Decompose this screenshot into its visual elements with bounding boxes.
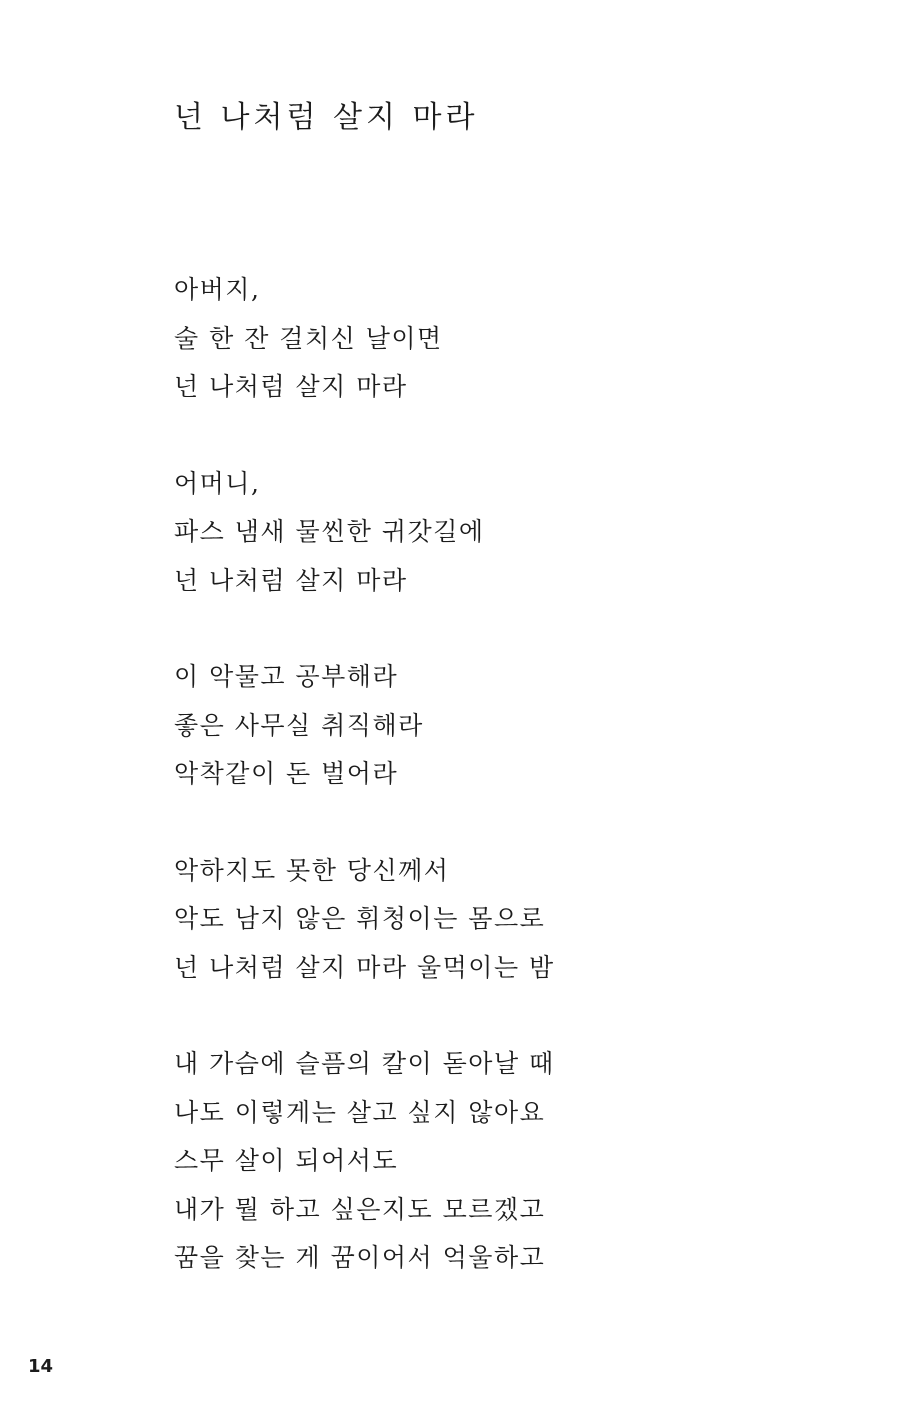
poem-line: 넌 나처럼 살지 마라 (174, 372, 408, 401)
poem-line: 아버지, (174, 275, 261, 304)
stanza-4 (174, 847, 874, 993)
poem-line: 이 악물고 공부해라 (174, 662, 399, 691)
poem-line: 악착같이 돈 벌어라 (174, 759, 399, 788)
poem-line: 스무 살이 되어서도 (174, 1146, 399, 1175)
poem-line: 악하지도 못한 당신께서 (174, 855, 450, 885)
stanza-5 (174, 1040, 874, 1283)
poem-body (174, 266, 874, 1331)
poem-line: 악도 남지 않은 휘청이는 몸으로 (174, 904, 546, 933)
poem-line: 꿈을 찾는 게 꿈이어서 억울하고 (174, 1243, 546, 1272)
page-number: 14 (28, 1356, 54, 1377)
stanza-2 (174, 460, 874, 606)
poem-line: 좋은 사무실 취직해라 (174, 710, 424, 740)
poem-line: 술 한 잔 걸치신 날이면 (174, 323, 443, 353)
stanza-3 (174, 653, 874, 799)
stanza-1 (174, 266, 874, 412)
poem-title: 넌 나처럼 살지 마라 (174, 100, 479, 135)
poem-line: 넌 나처럼 살지 마라 울먹이는 밤 (174, 952, 555, 982)
poem-line: 어머니, (174, 468, 261, 498)
poem-line: 내 가슴에 슬픔의 칼이 돋아날 때 (174, 1049, 555, 1078)
poem-line: 나도 이렇게는 살고 싶지 않아요 (174, 1097, 546, 1127)
poem-line: 넌 나처럼 살지 마라 (174, 565, 408, 595)
poem-line: 내가 뭘 하고 싶은지도 모르겠고 (174, 1194, 546, 1224)
poem-line: 파스 냄새 물씬한 귀갓길에 (174, 517, 485, 546)
